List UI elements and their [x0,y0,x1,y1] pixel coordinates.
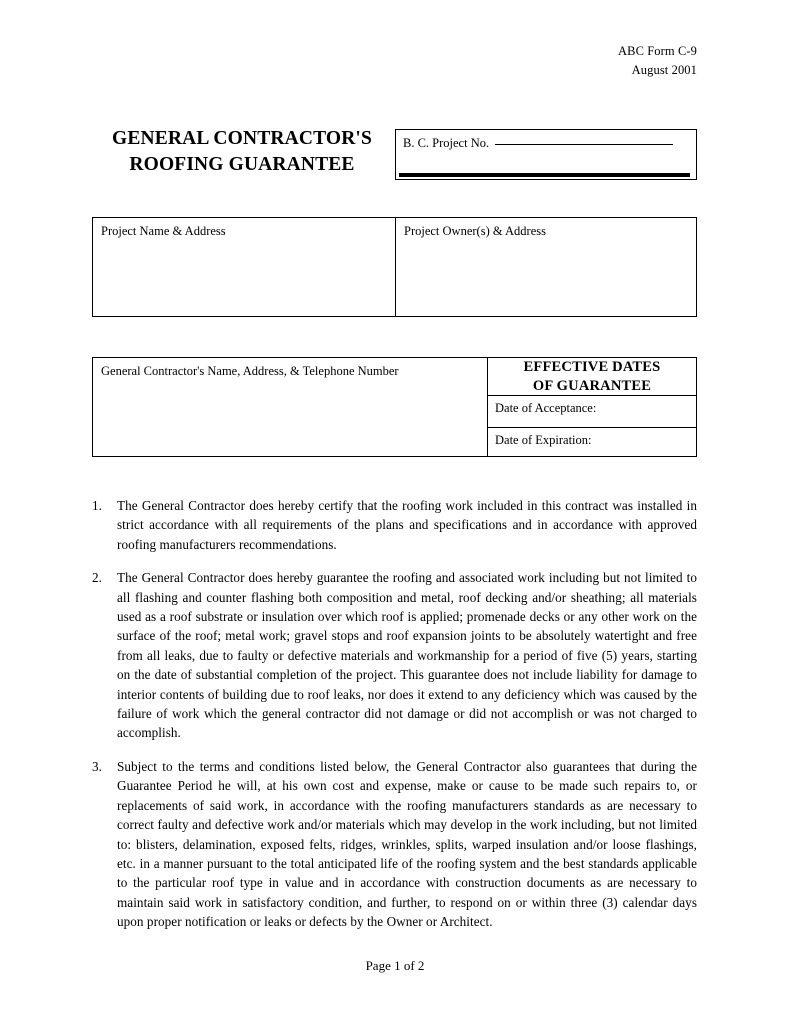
date-of-expiration-label: Date of Expiration: [495,433,592,447]
clause-text: Subject to the terms and conditions listed below, the General Contractor also guarantees that during the Guarantee Period he will, at his own cost and expense, make or cause to be made such repairs to, or replacements of said work, in accordance with the roofing manufacturers standards as are necessary to correct faulty and defective work and/or materials which may develop in the work including, but not limited to: blisters, delamination, exposed felts, ridges, wrinkles, splits, warped insulation and/or loose flashings, etc. in a manner pursuant to the total anticipated life of the roofing system and the best standards applicable to the particular roof type in value and in accordance with construction documents as are necessary to maintain said work in satisfactory condition, and further, to respond on or within three (3) calendar days upon proper notification or leaks or defects by the Owner or Architect. [117,758,697,930]
clause-number: 1. [92,498,102,513]
clause-text: The General Contractor does hereby certify that the roofing work included in this contract was installed in strict accordance with all requirements of the plans and specifications and in accordance with approved roofing manufacturers recommendations. [117,498,697,552]
date-of-acceptance-label: Date of Acceptance: [495,401,597,415]
page-title-line-1: GENERAL CONTRACTOR'S [112,128,372,149]
clause-item [92,496,697,554]
project-number-box-thick-rule [399,173,690,177]
project-owner-address-label: Project Owner(s) & Address [404,224,546,238]
form-date: August 2001 [631,63,697,78]
form-number: ABC Form C-9 [618,44,697,58]
page-footer [0,958,790,974]
effective-dates-header-line-1: EFFECTIVE DATES [523,359,661,376]
page-indicator: Page 1 of 2 [365,958,425,973]
form-header [618,42,697,81]
contractor-name-address-phone-label: General Contractor's Name, Address, & Telephone Number [101,364,399,378]
contractor-dates-table [92,357,697,457]
effective-dates-header-line-2: OF GUARANTEE [532,377,652,394]
project-info-table-divider [395,218,396,316]
clause-number: 3. [92,758,102,774]
clause-list [92,496,697,932]
clause-text: The General Contractor does hereby guarantee the roofing and associated work including but not limited to all flashing and counter flashing both composition and metal, roof decking and/or sheathing; all materials used as a roof substrate or insulation over which roof is applied; promenade decks or any other work on the surface of the roof; metal work; gravel stops and roof expansion joints to be absolutely watertight and free from all leaks, due to faulty or defective materials and workmanship for a period of five (5) years, starting on the date of substantial completion of the project. This guarantee does not include liability for damage to interior contents of building due to roof leaks, nor does it extend to any deficiency which was caused by the failure of work which the general contractor did not damage or did not accomplish or was not charged to accomplish. [117,570,697,741]
project-number-box [395,129,697,180]
effective-dates-rule-middle [488,427,696,428]
project-number-fill-line[interactable] [495,144,673,145]
clause-item [92,568,697,743]
effective-dates-rule-top [488,395,696,396]
project-info-table [92,217,697,317]
project-name-address-label: Project Name & Address [101,224,226,238]
page-title-line-2: ROOFING GUARANTEE [129,153,355,175]
project-number-label: B. C. Project No. [403,136,490,150]
effective-dates-header [488,358,696,395]
title-row [92,126,697,186]
clause-item [92,757,697,932]
project-number-field-row [403,136,688,151]
clause-number: 2. [92,570,102,586]
page-title [92,126,392,178]
